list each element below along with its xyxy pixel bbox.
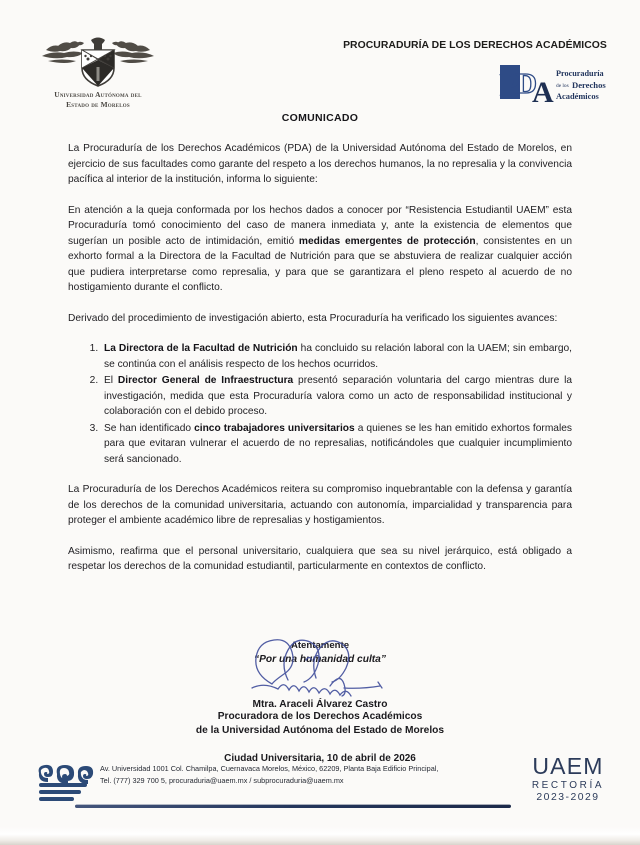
document-header xyxy=(0,0,640,112)
rectoria-years: 2023-2029 xyxy=(536,792,600,803)
uaem-shield-icon xyxy=(28,36,168,88)
list-item-emphasis: La Directora de la Facultad de Nutrición xyxy=(104,343,298,354)
pda-logo xyxy=(498,62,614,108)
svg-text:de los: de los xyxy=(556,83,569,89)
signatory-role-line2: de la Universidad Autónoma del Estado de Morelos xyxy=(195,725,445,737)
uaem-name-line2: Estado de Morelos xyxy=(66,99,130,109)
uaem-institution-name xyxy=(28,90,168,110)
uaem-name-line1: Universidad Autónoma del xyxy=(54,90,142,99)
rectoria-label: RECTORÍA xyxy=(531,780,605,791)
motto-line: “Por una humanidad culta” xyxy=(254,654,386,665)
list-item-pre: El xyxy=(104,375,118,386)
svg-text:Procuraduría: Procuraduría xyxy=(556,69,604,78)
paragraph-1: La Procuraduría de los Derechos Académicos (PDA) de la Universidad Autónoma del Estado de Morelos, en ejercicio de sus facultades como garante del respeto a los derechos humanos, la no represalia y la convivencia pacífica al interior de la institución, informa lo siguiente: xyxy=(68,143,572,185)
signature-block xyxy=(0,636,640,764)
paragraph-2 xyxy=(68,203,572,296)
list-item xyxy=(101,373,572,420)
document-footer xyxy=(0,752,640,817)
paragraph-2-pre: En atención a la queja conformada por los hechos dados a conocer por “Resistencia Estudiantil UAEM” esta Procuraduría tomó conocimiento del caso de manera inmediata y, ante la existencia de elementos que sugerían un posible acto de intimidación, emitió xyxy=(68,204,572,247)
svg-text:Académicos: Académicos xyxy=(556,92,599,101)
footer-divider xyxy=(75,796,511,800)
list-item xyxy=(101,341,572,372)
signatory-name: Mtra. Araceli Álvarez Castro xyxy=(252,699,388,710)
paragraph-2-post: , consistentes en un exhorto formal a la Directora de la Facultad de Nutrición para que se abstuviera de realizar cualquier acción que pudiera interpretarse como represalia, y para que se garantizara el pleno respeto al acuerdo de no hostigamiento durante el conflicto. xyxy=(68,235,572,293)
closing-line: Atentamente xyxy=(290,640,350,651)
footer-address xyxy=(100,763,510,787)
signatory-role xyxy=(0,710,640,739)
handwritten-signature xyxy=(210,634,430,700)
document-body xyxy=(68,112,572,590)
svg-text:D: D xyxy=(516,68,537,100)
list-item-text: a quienes se les han emitido exhortos formales para que evitaran vulnerar el acuerdo de no represalias, notificándoles que cualquier incumplimiento será sancionado. xyxy=(104,422,572,465)
list-item-text: ha concluido su relación laboral con la UAEM; sin embargo, se continúa con el análisis respecto de los hechos ocurridos. xyxy=(104,343,572,370)
svg-text:Derechos: Derechos xyxy=(572,80,606,90)
uaem-wordmark: UAEM xyxy=(532,753,604,779)
avances-list xyxy=(68,341,572,467)
uaem-logo xyxy=(28,36,168,110)
list-item-text: presentó separación voluntaria del cargo mientras dure la investigación, medida que esta Procuraduría valora como un acto de responsabilidad institucional y colaboración con el debido proceso. xyxy=(104,375,572,417)
document-heading: COMUNICADO xyxy=(281,112,359,124)
svg-text:A: A xyxy=(532,76,554,108)
paragraph-2-emphasis: medidas emergentes de protección xyxy=(298,235,476,247)
list-item xyxy=(101,421,572,468)
svg-text:P: P xyxy=(499,67,520,104)
list-item-emphasis: cinco trabajadores universitarios xyxy=(194,422,355,434)
paragraph-3: Derivado del procedimiento de investigación abierto, esta Procuraduría ha verificado los siguientes avances: xyxy=(68,312,558,324)
city-date: Ciudad Universitaria, 10 de abril de 2026 xyxy=(224,752,416,764)
footer-address-line1: Av. Universidad 1001 Col. Chamilpa, Cuernavaca Morelos, México, 62209, Planta Baja Edificio Principal, xyxy=(100,764,439,773)
paragraph-5: Asimismo, reafirma que el personal universitario, cualquiera que sea su nivel jerárquico, está obligado a respetar los derechos de la comunidad estudiantil, particularmente en contextos de conflicto. xyxy=(68,545,572,572)
office-title: PROCURADURÍA DE LOS DERECHOS ACADÉMICOS xyxy=(343,40,607,51)
footer-address-line2: Tel. (777) 329 700 5, procuraduria@uaem.mx / subprocuraduria@uaem.mx xyxy=(100,776,344,786)
signatory-role-line1: Procuradora de los Derechos Académicos xyxy=(217,711,423,722)
paragraph-4: La Procuraduría de los Derechos Académicos reitera su compromiso inquebrantable con la defensa y garantía de los derechos de la comunidad universitaria, actuando con autonomía, imparcialidad y transparencia para proteger el ambiente académico libre de represalias y hostigamientos. xyxy=(68,484,572,526)
signature-canvas xyxy=(0,636,640,698)
uaem-rectoria-logo xyxy=(514,755,622,803)
list-item-pre: Se han identificado xyxy=(104,422,195,434)
list-item-emphasis: Director General de Infraestructura xyxy=(117,375,294,386)
